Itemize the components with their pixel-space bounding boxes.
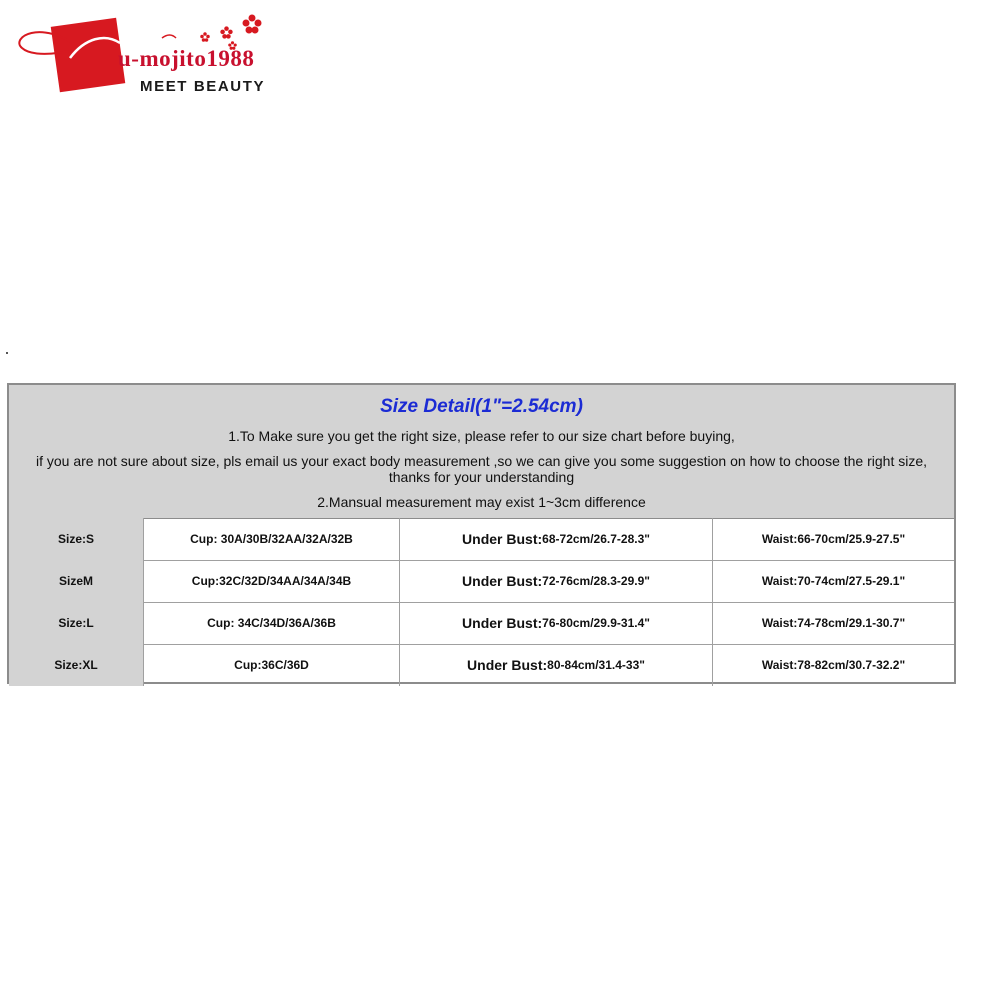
size-label: Size:S xyxy=(9,518,144,560)
under-bust-value: 68-72cm/26.7-28.3" xyxy=(542,532,650,546)
size-note-1: 1.To Make sure you get the right size, please refer to our size chart before buying, xyxy=(228,428,735,444)
under-bust-cell xyxy=(400,644,713,686)
size-label: Size:XL xyxy=(9,644,144,686)
size-chart xyxy=(7,383,956,684)
waist-cell: Waist:74-78cm/29.1-30.7" xyxy=(761,616,906,630)
under-bust-value: 72-76cm/28.3-29.9" xyxy=(542,574,650,588)
size-label: Size:L xyxy=(9,602,144,644)
cup-cell: Cup: 34C/34D/36A/36B xyxy=(144,602,400,644)
brand-logo xyxy=(10,8,280,98)
waist-cell: Waist:66-70cm/25.9-27.5" xyxy=(761,532,906,546)
table-row xyxy=(9,518,954,561)
flower-icon xyxy=(200,32,210,42)
size-label: SizeM xyxy=(9,560,144,602)
table-row xyxy=(9,644,954,686)
size-note-2: if you are not sure about size, pls email us your exact body measurement ,so we can give you some suggestion on how to choose the right size, thanks for your understanding xyxy=(35,453,928,485)
waist-cell: Waist:70-74cm/27.5-29.1" xyxy=(761,574,906,588)
cup-cell: Cup: 30A/30B/32AA/32A/32B xyxy=(144,518,400,560)
size-note-3: 2.Mansual measurement may exist 1~3cm difference xyxy=(317,494,646,510)
under-bust-label: Under Bust: xyxy=(462,531,543,547)
under-bust-cell xyxy=(400,518,713,560)
cup-cell: Cup:32C/32D/34AA/34A/34B xyxy=(144,560,400,602)
under-bust-cell xyxy=(400,602,713,644)
table-row xyxy=(9,560,954,603)
under-bust-label: Under Bust: xyxy=(467,657,548,673)
flower-icon xyxy=(220,26,233,39)
under-bust-label: Under Bust: xyxy=(462,615,543,631)
logo-brand-name: u-mojito1988 xyxy=(118,46,255,71)
under-bust-value: 80-84cm/31.4-33" xyxy=(547,658,645,672)
size-chart-header xyxy=(9,385,954,519)
cup-cell: Cup:36C/36D xyxy=(144,644,400,686)
under-bust-label: Under Bust: xyxy=(462,573,543,589)
stray-dot xyxy=(6,352,8,354)
logo-tagline: MEET BEAUTY xyxy=(140,78,266,95)
size-chart-title: Size Detail(1"=2.54cm) xyxy=(380,396,583,417)
flower-icon xyxy=(242,14,262,34)
waist-cell: Waist:78-82cm/30.7-32.2" xyxy=(761,658,906,672)
under-bust-value: 76-80cm/29.9-31.4" xyxy=(542,616,650,630)
under-bust-cell xyxy=(400,560,713,602)
table-row xyxy=(9,602,954,645)
